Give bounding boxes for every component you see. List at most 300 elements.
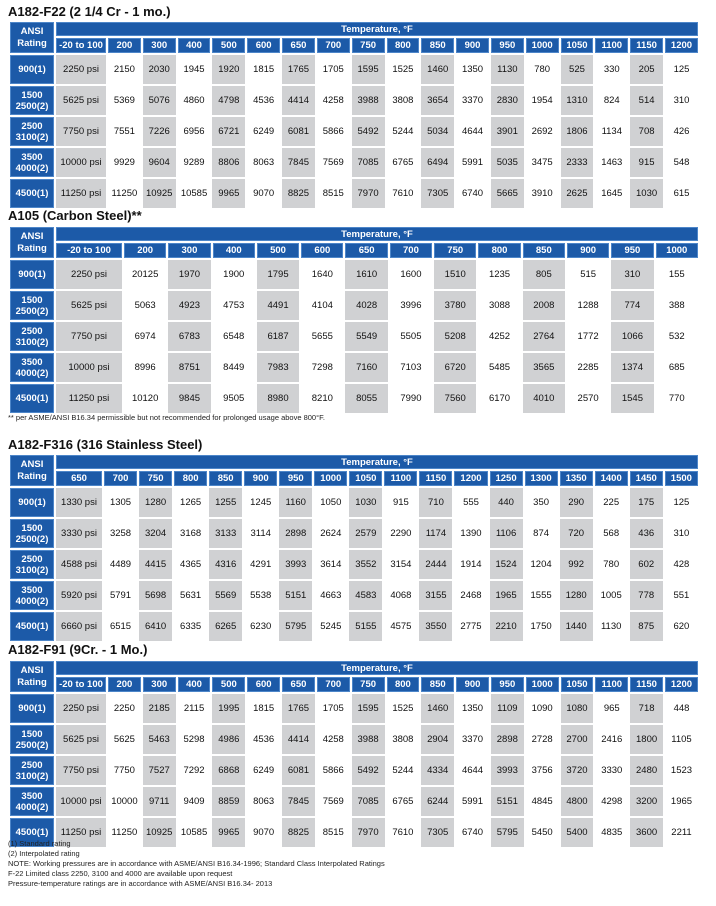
pressure-cell: 5866 xyxy=(317,117,350,146)
table-row xyxy=(10,179,698,208)
pressure-cell: 1280 xyxy=(560,581,593,610)
pressure-cell: 774 xyxy=(611,291,653,320)
pressure-cell: 9711 xyxy=(143,787,176,816)
pressure-cell: 4291 xyxy=(244,550,277,579)
rating-label-line: 900(1) xyxy=(18,269,46,280)
ansi-rating-header-line: ANSI xyxy=(20,458,44,470)
pressure-cell: 4298 xyxy=(595,787,628,816)
pressure-cell: 1305 xyxy=(104,488,137,517)
pressure-cell: 3552 xyxy=(349,550,382,579)
rating-row-header xyxy=(10,581,54,610)
pressure-cell: 4258 xyxy=(317,725,350,754)
pressure-cell: 125 xyxy=(665,55,698,84)
pressure-cell: 4334 xyxy=(421,756,454,785)
temperature-column-header: 400 xyxy=(178,677,211,692)
pressure-cell: 5625 xyxy=(108,725,141,754)
pressure-cell: 7845 xyxy=(282,787,315,816)
pressure-cell: 824 xyxy=(595,86,628,115)
pressure-cell: 7750 psi xyxy=(56,117,106,146)
pressure-cell: 5625 psi xyxy=(56,86,106,115)
pressure-cell: 525 xyxy=(561,55,594,84)
temperature-column-header: 300 xyxy=(143,677,176,692)
temperature-column-header: 650 xyxy=(56,471,102,486)
pressure-cell: 9505 xyxy=(213,384,255,413)
pressure-cell: 1815 xyxy=(247,55,280,84)
pressure-cell: 1806 xyxy=(561,117,594,146)
pressure-cell: 6765 xyxy=(387,787,420,816)
temperature-column-header: 1100 xyxy=(595,38,628,53)
pressure-cell: 11250 psi xyxy=(56,384,122,413)
pressure-cell: 720 xyxy=(560,519,593,548)
pressure-cell: 1350 xyxy=(456,694,489,723)
pressure-cell: 2468 xyxy=(454,581,487,610)
pressure-cell: 778 xyxy=(630,581,663,610)
pressure-cell: 2333 xyxy=(561,148,594,177)
pressure-cell: 708 xyxy=(630,117,663,146)
pressure-cell: 2115 xyxy=(178,694,211,723)
temperature-column-header: 600 xyxy=(247,38,280,53)
pressure-cell: 2898 xyxy=(491,725,524,754)
pressure-cell: 7750 xyxy=(108,756,141,785)
pressure-cell: 10925 xyxy=(143,179,176,208)
temperature-column-header: 1150 xyxy=(630,677,663,692)
temperature-header: Temperature, °F xyxy=(56,661,698,675)
pressure-cell: 7226 xyxy=(143,117,176,146)
pressure-cell: 1463 xyxy=(595,148,628,177)
pressure-cell: 3258 xyxy=(104,519,137,548)
pressure-cell: 7569 xyxy=(317,148,350,177)
pressure-cell: 10925 xyxy=(143,818,176,847)
pressure-cell: 4414 xyxy=(282,86,315,115)
pressure-cell: 1330 psi xyxy=(56,488,102,517)
pressure-cell: 7845 xyxy=(282,148,315,177)
pressure-cell: 310 xyxy=(665,86,698,115)
pressure-cell: 3988 xyxy=(352,725,385,754)
pressure-cell: 3154 xyxy=(384,550,417,579)
pressure-cell: 7970 xyxy=(352,818,385,847)
pressure-cell: 2250 psi xyxy=(56,260,122,289)
ansi-rating-header xyxy=(10,22,54,53)
temperature-column-header: 1150 xyxy=(630,38,663,53)
rating-label-line: 3500 xyxy=(21,584,43,596)
pressure-cell: 1524 xyxy=(490,550,523,579)
pressure-cell: 5866 xyxy=(317,756,350,785)
pressure-cell: 1130 xyxy=(491,55,524,84)
pressure-cell: 5450 xyxy=(526,818,559,847)
temperature-header: Temperature, °F xyxy=(56,227,698,241)
pressure-cell: 1030 xyxy=(630,179,663,208)
pressure-cell: 3114 xyxy=(244,519,277,548)
temperature-column-header: 650 xyxy=(282,38,315,53)
pressure-cell: 4536 xyxy=(247,725,280,754)
pressure-cell: 1440 xyxy=(560,612,593,641)
pressure-cell: 6494 xyxy=(421,148,454,177)
table-row xyxy=(10,86,698,115)
temperature-column-header: 500 xyxy=(257,243,299,258)
pressure-cell: 5505 xyxy=(390,322,432,351)
pressure-cell: 6081 xyxy=(282,117,315,146)
pressure-cell: 3168 xyxy=(174,519,207,548)
pressure-cell: 6974 xyxy=(124,322,166,351)
temperature-column-header: 500 xyxy=(212,38,245,53)
temperature-column-header: 1000 xyxy=(526,38,559,53)
pressure-cell: 4798 xyxy=(212,86,245,115)
pressure-cell: 8825 xyxy=(282,818,315,847)
pressure-cell: 2250 xyxy=(108,694,141,723)
temperature-column-header: 800 xyxy=(387,677,420,692)
pressure-cell: 5698 xyxy=(139,581,172,610)
rating-label-line: 2500(2) xyxy=(15,100,49,112)
ansi-rating-header-line: Rating xyxy=(17,470,47,482)
pressure-cell: 2570 xyxy=(567,384,609,413)
rating-label-line: 3100(2) xyxy=(15,336,49,348)
table-row xyxy=(10,725,698,754)
rating-row-header xyxy=(10,148,54,177)
pressure-cell: 6721 xyxy=(212,117,245,146)
pressure-cell: 5991 xyxy=(456,787,489,816)
table-row xyxy=(10,488,698,517)
pressure-cell: 7970 xyxy=(352,179,385,208)
rating-label-line: 1500 xyxy=(21,294,43,306)
pressure-cell: 4415 xyxy=(139,550,172,579)
section-title-f91: A182-F91 (9Cr. - 1 Mo.) xyxy=(8,642,148,657)
pressure-cell: 3133 xyxy=(209,519,242,548)
pressure-cell: 5795 xyxy=(279,612,312,641)
temperature-column-header: 600 xyxy=(247,677,280,692)
rating-label-line: 4000(2) xyxy=(15,595,49,607)
pressure-cell: 4986 xyxy=(212,725,245,754)
pressure-cell: 1965 xyxy=(490,581,523,610)
pressure-cell: 2030 xyxy=(143,55,176,84)
pressure-cell: 7298 xyxy=(301,353,343,382)
pressure-cell: 3988 xyxy=(352,86,385,115)
pressure-cell: 2775 xyxy=(454,612,487,641)
pressure-cell: 310 xyxy=(611,260,653,289)
pressure-cell: 9965 xyxy=(212,818,245,847)
pressure-cell: 1288 xyxy=(567,291,609,320)
pressure-cell: 5549 xyxy=(345,322,387,351)
pressure-cell: 1600 xyxy=(390,260,432,289)
pressure-cell: 7610 xyxy=(387,179,420,208)
pressure-cell: 3155 xyxy=(419,581,452,610)
temperature-column-header: 200 xyxy=(108,677,141,692)
pressure-cell: 6244 xyxy=(421,787,454,816)
pressure-cell: 10585 xyxy=(178,179,211,208)
temperature-column-header: 1000 xyxy=(656,243,698,258)
pressure-cell: 615 xyxy=(665,179,698,208)
pressure-cell: 1130 xyxy=(595,612,628,641)
pressure-cell: 4252 xyxy=(478,322,520,351)
rating-label-line: 2500 xyxy=(21,553,43,565)
pressure-cell: 915 xyxy=(630,148,663,177)
pressure-cell: 1005 xyxy=(595,581,628,610)
section-title-f22: A182-F22 (2 1/4 Cr - 1 mo.) xyxy=(8,4,171,19)
pressure-cell: 1555 xyxy=(525,581,558,610)
pressure-cell: 514 xyxy=(630,86,663,115)
pressure-cell: 1640 xyxy=(301,260,343,289)
table-row xyxy=(10,581,698,610)
pressure-cell: 1945 xyxy=(178,55,211,84)
temperature-column-header: 1050 xyxy=(561,677,594,692)
pressure-cell: 388 xyxy=(656,291,698,320)
pressure-cell: 5625 psi xyxy=(56,291,122,320)
temperature-column-header: 950 xyxy=(279,471,312,486)
rating-label-line: 3500 xyxy=(21,356,43,368)
pressure-table-f91 xyxy=(8,659,700,849)
temperature-column-header: 1200 xyxy=(665,677,698,692)
pressure-cell: 3204 xyxy=(139,519,172,548)
pressure-cell: 3200 xyxy=(630,787,663,816)
pressure-cell: 1645 xyxy=(595,179,628,208)
pressure-cell: 1245 xyxy=(244,488,277,517)
pressure-cell: 1050 xyxy=(314,488,347,517)
rating-label-line: 1500 xyxy=(21,89,43,101)
table-row xyxy=(10,694,698,723)
pressure-cell: 5034 xyxy=(421,117,454,146)
pressure-cell: 1525 xyxy=(387,55,420,84)
pressure-cell: 6740 xyxy=(456,179,489,208)
pressure-cell: 1310 xyxy=(561,86,594,115)
rating-row-header xyxy=(10,725,54,754)
pressure-cell: 6410 xyxy=(139,612,172,641)
temperature-column-header: 700 xyxy=(390,243,432,258)
temperature-column-header: 800 xyxy=(174,471,207,486)
pressure-cell: 1920 xyxy=(212,55,245,84)
pressure-cell: 2904 xyxy=(421,725,454,754)
rating-label-line: 2500 xyxy=(21,759,43,771)
pressure-cell: 428 xyxy=(665,550,698,579)
pressure-cell: 1750 xyxy=(525,612,558,641)
pressure-cell: 1795 xyxy=(257,260,299,289)
temperature-column-header: 400 xyxy=(178,38,211,53)
pressure-cell: 1765 xyxy=(282,694,315,723)
rating-row-header xyxy=(10,756,54,785)
pressure-cell: 1995 xyxy=(212,694,245,723)
pressure-cell: 4575 xyxy=(384,612,417,641)
pressure-cell: 1350 xyxy=(456,55,489,84)
pressure-cell: 6783 xyxy=(168,322,210,351)
pressure-cell: 5155 xyxy=(349,612,382,641)
rating-row-header xyxy=(10,322,54,351)
pressure-cell: 310 xyxy=(665,519,698,548)
pressure-table-f22 xyxy=(8,20,700,210)
pressure-cell: 3756 xyxy=(526,756,559,785)
temperature-column-header: 950 xyxy=(491,677,524,692)
rating-label-line: 4500(1) xyxy=(15,827,49,838)
temperature-column-header: 1450 xyxy=(630,471,663,486)
rating-label-line: 4000(2) xyxy=(15,367,49,379)
pressure-cell: 9845 xyxy=(168,384,210,413)
temperature-column-header: 850 xyxy=(421,677,454,692)
pressure-cell: 5208 xyxy=(434,322,476,351)
rating-label-line: 3500 xyxy=(21,790,43,802)
pressure-cell: 8449 xyxy=(213,353,255,382)
pressure-cell: 5625 psi xyxy=(56,725,106,754)
pressure-cell: 5655 xyxy=(301,322,343,351)
rating-label-line: 1500 xyxy=(21,522,43,534)
ansi-rating-header xyxy=(10,455,54,486)
pressure-cell: 5492 xyxy=(352,756,385,785)
rating-row-header xyxy=(10,694,54,723)
pressure-cell: 10000 psi xyxy=(56,148,106,177)
pressure-cell: 4316 xyxy=(209,550,242,579)
pressure-cell: 2150 xyxy=(108,55,141,84)
pressure-cell: 5569 xyxy=(209,581,242,610)
pressure-cell: 7990 xyxy=(390,384,432,413)
pressure-cell: 1374 xyxy=(611,353,653,382)
pressure-cell: 4104 xyxy=(301,291,343,320)
pressure-cell: 5151 xyxy=(279,581,312,610)
pressure-cell: 1204 xyxy=(525,550,558,579)
temperature-column-header: 850 xyxy=(421,38,454,53)
pressure-cell: 1090 xyxy=(526,694,559,723)
pressure-cell: 1914 xyxy=(454,550,487,579)
pressure-cell: 5463 xyxy=(143,725,176,754)
pressure-cell: 551 xyxy=(665,581,698,610)
rating-label-line: 4500(1) xyxy=(15,621,49,632)
rating-row-header xyxy=(10,86,54,115)
pressure-cell: 602 xyxy=(630,550,663,579)
pressure-cell: 8996 xyxy=(124,353,166,382)
temperature-column-header: 800 xyxy=(478,243,520,258)
pressure-cell: 4010 xyxy=(523,384,565,413)
pressure-cell: 1134 xyxy=(595,117,628,146)
rating-label-line: 2500(2) xyxy=(15,305,49,317)
pressure-cell: 5665 xyxy=(491,179,524,208)
pressure-cell: 5795 xyxy=(491,818,524,847)
pressure-cell: 965 xyxy=(595,694,628,723)
pressure-cell: 426 xyxy=(665,117,698,146)
pressure-cell: 2211 xyxy=(665,818,698,847)
ansi-rating-header-line: ANSI xyxy=(20,230,44,242)
pressure-cell: 1595 xyxy=(352,694,385,723)
pressure-cell: 3993 xyxy=(279,550,312,579)
pressure-cell: 10585 xyxy=(178,818,211,847)
pressure-cell: 780 xyxy=(526,55,559,84)
pressure-cell: 4663 xyxy=(314,581,347,610)
pressure-cell: 1965 xyxy=(665,787,698,816)
temperature-column-header: 1150 xyxy=(419,471,452,486)
pressure-cell: 448 xyxy=(665,694,698,723)
pressure-cell: 532 xyxy=(656,322,698,351)
ansi-rating-header-line: ANSI xyxy=(20,664,44,676)
pressure-cell: 2416 xyxy=(595,725,628,754)
temperature-column-header: 1400 xyxy=(595,471,628,486)
pressure-cell: 9289 xyxy=(178,148,211,177)
pressure-cell: 1235 xyxy=(478,260,520,289)
pressure-table-a105 xyxy=(8,225,700,415)
pressure-cell: 3370 xyxy=(456,86,489,115)
temperature-column-header: -20 to 100 xyxy=(56,38,106,53)
rating-row-header xyxy=(10,179,54,208)
pressure-cell: 8063 xyxy=(247,148,280,177)
note-working-pressures: NOTE: Working pressures are in accordance with ASME/ANSI B16.34-1996; Standard Class Interpolated Ratings xyxy=(8,859,385,868)
rating-label-line: 2500 xyxy=(21,120,43,132)
pressure-cell: 3370 xyxy=(456,725,489,754)
temperature-column-header: 950 xyxy=(611,243,653,258)
pressure-cell: 1106 xyxy=(490,519,523,548)
pressure-cell: 620 xyxy=(665,612,698,641)
pressure-cell: 1066 xyxy=(611,322,653,351)
pressure-cell: 2250 psi xyxy=(56,55,106,84)
temperature-column-header: 1500 xyxy=(665,471,698,486)
pressure-cell: 3654 xyxy=(421,86,454,115)
table-row xyxy=(10,322,698,351)
pressure-cell: 718 xyxy=(630,694,663,723)
pressure-cell: 2898 xyxy=(279,519,312,548)
note-standard-rating: (1) Standard rating xyxy=(8,839,71,848)
pressure-cell: 1390 xyxy=(454,519,487,548)
pressure-cell: 5369 xyxy=(108,86,141,115)
pressure-cell: 5076 xyxy=(143,86,176,115)
pressure-cell: 874 xyxy=(525,519,558,548)
pressure-cell: 5151 xyxy=(491,787,524,816)
pressure-cell: 1900 xyxy=(213,260,255,289)
ansi-rating-header-line: ANSI xyxy=(20,25,44,37)
pressure-cell: 3808 xyxy=(387,86,420,115)
ansi-rating-header xyxy=(10,661,54,692)
pressure-cell: 1765 xyxy=(282,55,315,84)
pressure-cell: 3808 xyxy=(387,725,420,754)
pressure-cell: 7560 xyxy=(434,384,476,413)
temperature-column-header: 800 xyxy=(387,38,420,53)
temperature-column-header: 700 xyxy=(317,38,350,53)
pressure-cell: 568 xyxy=(595,519,628,548)
pressure-cell: 3780 xyxy=(434,291,476,320)
temperature-column-header: 1350 xyxy=(560,471,593,486)
pressure-cell: 8806 xyxy=(212,148,245,177)
pressure-cell: 225 xyxy=(595,488,628,517)
pressure-cell: 710 xyxy=(419,488,452,517)
temperature-column-header: 900 xyxy=(456,38,489,53)
pressure-cell: 7983 xyxy=(257,353,299,382)
temperature-column-header: 1250 xyxy=(490,471,523,486)
temperature-column-header: 1200 xyxy=(454,471,487,486)
pressure-cell: 7527 xyxy=(143,756,176,785)
pressure-cell: 4644 xyxy=(456,756,489,785)
pressure-cell: 4644 xyxy=(456,117,489,146)
pressure-cell: 1105 xyxy=(665,725,698,754)
rating-row-header xyxy=(10,384,54,413)
rating-label-line: 2500(2) xyxy=(15,533,49,545)
pressure-cell: 11250 psi xyxy=(56,179,106,208)
note-pt-ratings: Pressure-temperature ratings are in accordance with ASME/ANSI B16.34- 2013 xyxy=(8,879,273,888)
pressure-cell: 11250 psi xyxy=(56,818,106,847)
temperature-column-header: -20 to 100 xyxy=(56,243,122,258)
temperature-column-header: 1100 xyxy=(595,677,628,692)
pressure-cell: 8055 xyxy=(345,384,387,413)
pressure-cell: 4753 xyxy=(213,291,255,320)
pressure-cell: 9070 xyxy=(247,818,280,847)
pressure-cell: 6081 xyxy=(282,756,315,785)
pressure-cell: 6249 xyxy=(247,117,280,146)
pressure-cell: 3720 xyxy=(561,756,594,785)
pressure-cell: 5063 xyxy=(124,291,166,320)
pressure-cell: 1460 xyxy=(421,55,454,84)
pressure-cell: 6956 xyxy=(178,117,211,146)
pressure-cell: 1954 xyxy=(526,86,559,115)
table-row xyxy=(10,519,698,548)
rating-label-line: 3100(2) xyxy=(15,770,49,782)
pressure-cell: 8515 xyxy=(317,818,350,847)
pressure-cell: 4365 xyxy=(174,550,207,579)
pressure-cell: 1109 xyxy=(491,694,524,723)
temperature-column-header: 200 xyxy=(108,38,141,53)
pressure-cell: 3330 xyxy=(595,756,628,785)
pressure-cell: 5920 psi xyxy=(56,581,102,610)
temperature-column-header: 300 xyxy=(168,243,210,258)
pressure-cell: 8751 xyxy=(168,353,210,382)
